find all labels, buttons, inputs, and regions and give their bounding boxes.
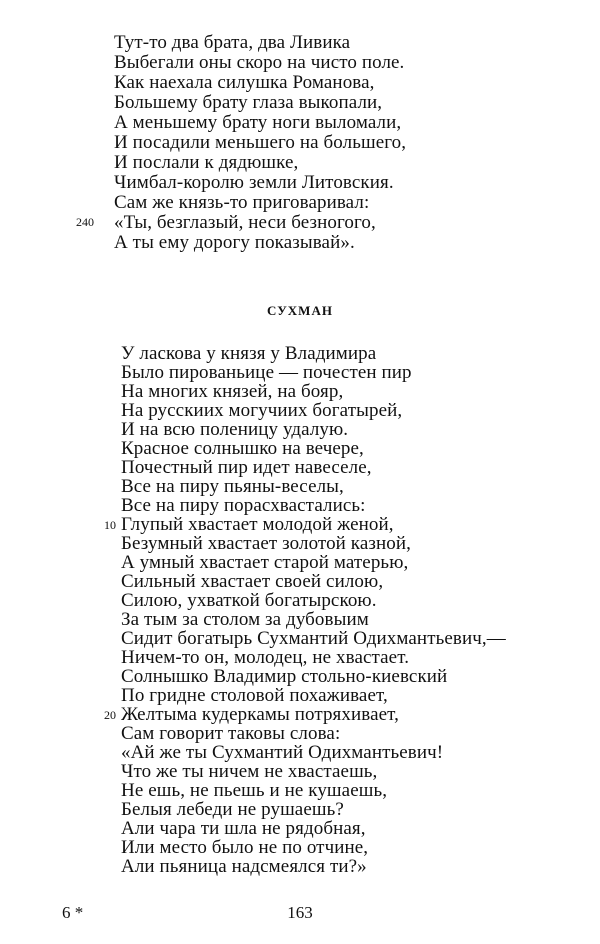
verse-line: И посадили меньшего на большего, — [114, 132, 407, 153]
verse-line: Глупый хвастает молодой женой, — [121, 514, 394, 535]
verse-line: Белыя лебеди не рушаешь? — [121, 799, 344, 820]
verse-line: Силою, ухваткой богатырскою. — [121, 590, 377, 611]
verse-line: Али пьяница надсмеялся ти?» — [121, 856, 367, 877]
verse-line: Что же ты ничем не хвастаешь, — [121, 761, 378, 782]
verse-line: Как наехала силушка Романова, — [114, 72, 375, 93]
line-number: 240 — [76, 215, 94, 229]
verse-line: За тым за столом за дубовыим — [121, 609, 369, 630]
verse-line: Тут-то два брата, два Ливика — [114, 32, 351, 53]
verse-line: Сильный хвастает своей силою, — [121, 571, 384, 592]
verse-line: Сам говорит таковы слова: — [121, 723, 341, 744]
verse-line: «Ай же ты Сухмантий Одихмантьевич! — [121, 742, 444, 763]
verse-line: Выбегали оны скоро на чисто поле. — [114, 52, 405, 73]
verse-line: Большему брату глаза выкопали, — [114, 92, 383, 113]
verse-line: Сидит богатырь Сухмантий Одихмантьевич,— — [121, 628, 506, 649]
verse-line: На многих князей, на бояр, — [121, 381, 344, 402]
verse-line: Почестный пир идет навеселе, — [121, 457, 372, 478]
verse-line: А умный хвастает старой матерью, — [121, 552, 409, 573]
poem-title: СУХМАН — [267, 303, 333, 318]
verse-line: Ничем-то он, молодец, не хвастает. — [121, 647, 410, 668]
verse-line: На русскиих могучиих богатырей, — [121, 400, 403, 421]
verse-line: А ты ему дорогу показывай». — [114, 232, 355, 253]
verse-line: Не ешь, не пьешь и не кушаешь, — [121, 780, 388, 801]
verse-line: Красное солнышко на вечере, — [121, 438, 364, 459]
page-number: 163 — [287, 903, 313, 922]
verse-line: Безумный хвастает золотой казной, — [121, 533, 411, 554]
verse-line: «Ты, безглазый, неси безногого, — [114, 212, 376, 233]
verse-line: Желтыма кудеркамы потряхивает, — [121, 704, 399, 725]
verse-line: По гридне столовой похаживает, — [121, 685, 388, 706]
verse-line: А меньшему брату ноги выломали, — [114, 112, 402, 133]
verse-line: Или место было не по отчине, — [121, 837, 369, 858]
verse-line: Солнышко Владимир стольно-киевский — [121, 666, 448, 687]
verse-line: Сам же князь-то приговаривал: — [114, 192, 370, 213]
verse-line: Все на пиру пьяны-веселы, — [121, 476, 344, 497]
signature-mark: 6 * — [62, 903, 84, 922]
verse-line: Али чара ти шла не рядобная, — [121, 818, 366, 839]
verse-line: Было пированьице — почестен пир — [121, 362, 412, 383]
verse-line: Все на пиру порасхвастались: — [121, 495, 366, 516]
verse-line: У ласкова у князя у Владимира — [121, 343, 377, 364]
verse-line: И послали к дядюшке, — [114, 152, 299, 173]
line-number: 10 — [104, 518, 116, 532]
line-number: 20 — [104, 708, 116, 722]
verse-line: Чимбал-королю земли Литовския. — [114, 172, 394, 193]
verse-line: И на всю поленицу удалую. — [121, 419, 349, 440]
